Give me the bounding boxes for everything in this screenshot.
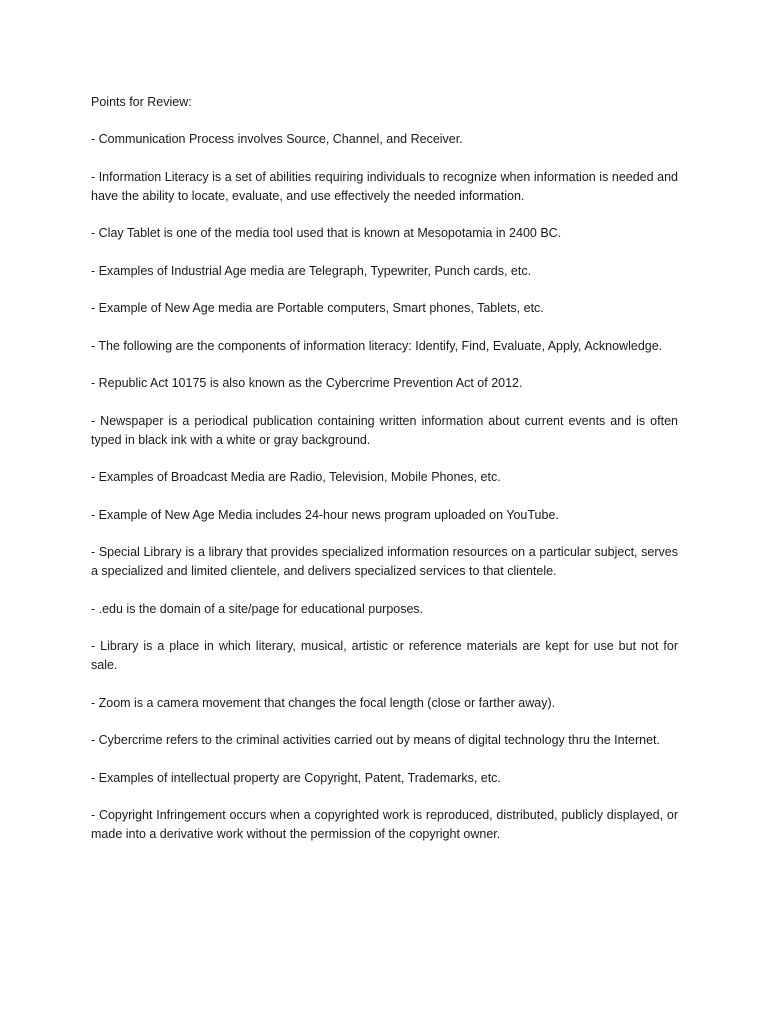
- review-point: - Republic Act 10175 is also known as the Cybercrime Prevention Act of 2012.: [91, 376, 523, 390]
- document-page: [91, 93, 678, 863]
- review-point: - The following are the components of information literacy: Identify, Find, Evaluate, Apply, Acknowledge.: [91, 338, 663, 353]
- review-point: - Information Literacy is a set of abilities requiring individuals to recognize when information is needed and have the ability to locate, evaluate, and use effectively the needed information.: [91, 169, 678, 203]
- review-point: - Examples of Broadcast Media are Radio, Television, Mobile Phones, etc.: [91, 470, 501, 484]
- review-point: - Library is a place in which literary, musical, artistic or reference materials are kept for use but not for sale.: [91, 639, 678, 672]
- review-point: - Example of New Age Media includes 24-hour news program uploaded on YouTube.: [91, 507, 559, 522]
- review-point: - Communication Process involves Source, Channel, and Receiver.: [91, 132, 463, 146]
- review-point: - Copyright Infringement occurs when a copyrighted work is reproduced, distributed, publicly displayed, or made into a derivative work without the permission of the copyright owner.: [91, 808, 678, 841]
- review-point: - Zoom is a camera movement that changes the focal length (close or farther away).: [91, 695, 556, 710]
- review-point: - Clay Tablet is one of the media tool used that is known at Mesopotamia in 2400 BC.: [91, 226, 562, 240]
- document-heading: Points for Review:: [91, 95, 192, 109]
- review-point: - Examples of intellectual property are Copyright, Patent, Trademarks, etc.: [91, 770, 501, 785]
- review-point: - Example of New Age media are Portable computers, Smart phones, Tablets, etc.: [91, 301, 544, 315]
- review-point: - Newspaper is a periodical publication containing written information about current events and is often typed in black ink with a white or gray background.: [91, 413, 678, 447]
- review-point: - .edu is the domain of a site/page for educational purposes.: [91, 601, 424, 616]
- review-point: - Special Library is a library that provides specialized information resources on a particular subject, serves a specialized and limited clientele, and delivers specialized services to that clientele.: [91, 545, 678, 578]
- review-point: - Cybercrime refers to the criminal activities carried out by means of digital technology thru the Internet.: [91, 733, 661, 747]
- review-point: - Examples of Industrial Age media are Telegraph, Typewriter, Punch cards, etc.: [91, 263, 532, 278]
